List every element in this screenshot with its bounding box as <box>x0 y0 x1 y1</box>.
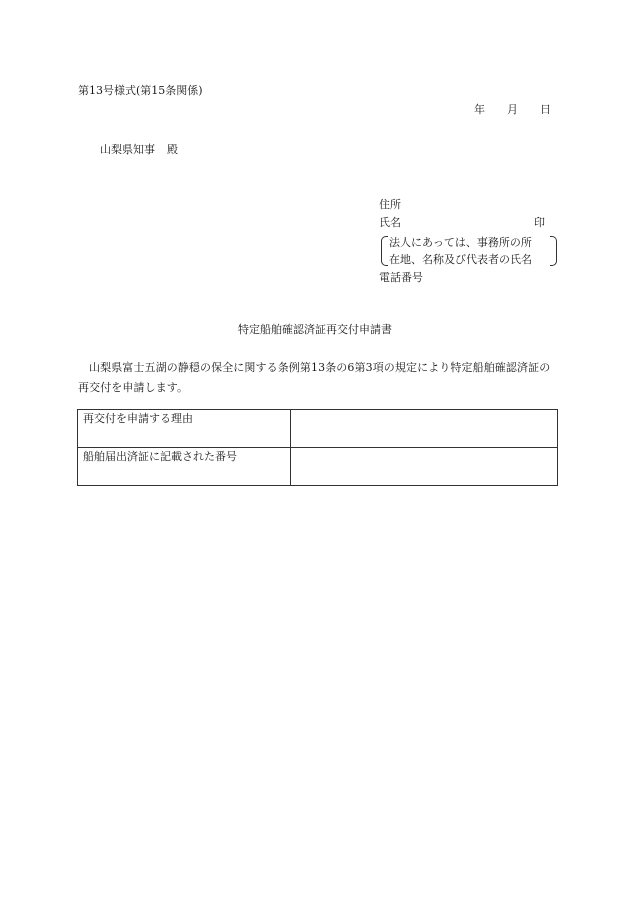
address-label: 住所 <box>379 198 401 211</box>
addressee <box>100 143 178 156</box>
reason-field[interactable] <box>291 410 558 448</box>
table-row <box>78 410 558 448</box>
registration-number-field[interactable] <box>291 448 558 486</box>
date-day-label: 日 <box>540 103 551 116</box>
addressee-honorific: 殿 <box>167 143 178 156</box>
applicant-block <box>379 198 559 289</box>
corporate-note <box>379 234 559 268</box>
date-month-label: 月 <box>507 103 518 116</box>
name-row <box>379 216 559 234</box>
corporate-note-line1: 法人にあっては、事務所の所 <box>389 236 532 249</box>
registration-number-label: 船舶届出済証に記載された番号 <box>78 448 291 486</box>
reason-label: 再交付を申請する理由 <box>78 410 291 448</box>
document-title: 特定船舶確認済証再交付申請書 <box>238 323 392 336</box>
name-label: 氏名 <box>379 216 401 229</box>
phone-label: 電話番号 <box>379 271 423 284</box>
table-row <box>78 448 558 486</box>
addressee-name: 山梨県知事 <box>100 143 155 156</box>
right-bracket <box>550 236 557 266</box>
date-year-label: 年 <box>474 103 485 116</box>
application-table <box>77 409 558 486</box>
left-bracket <box>381 236 388 266</box>
date-line <box>474 103 551 116</box>
form-number: 第13号様式(第15条関係) <box>78 84 203 97</box>
seal-label: 印 <box>534 216 545 229</box>
corporate-note-line2: 在地、名称及び代表者の氏名 <box>389 253 532 266</box>
body-text: 山梨県富士五湖の静穏の保全に関する条例第13条の6第3項の規定により特定船舶確認済証の再交付を申請します。 <box>78 361 551 394</box>
